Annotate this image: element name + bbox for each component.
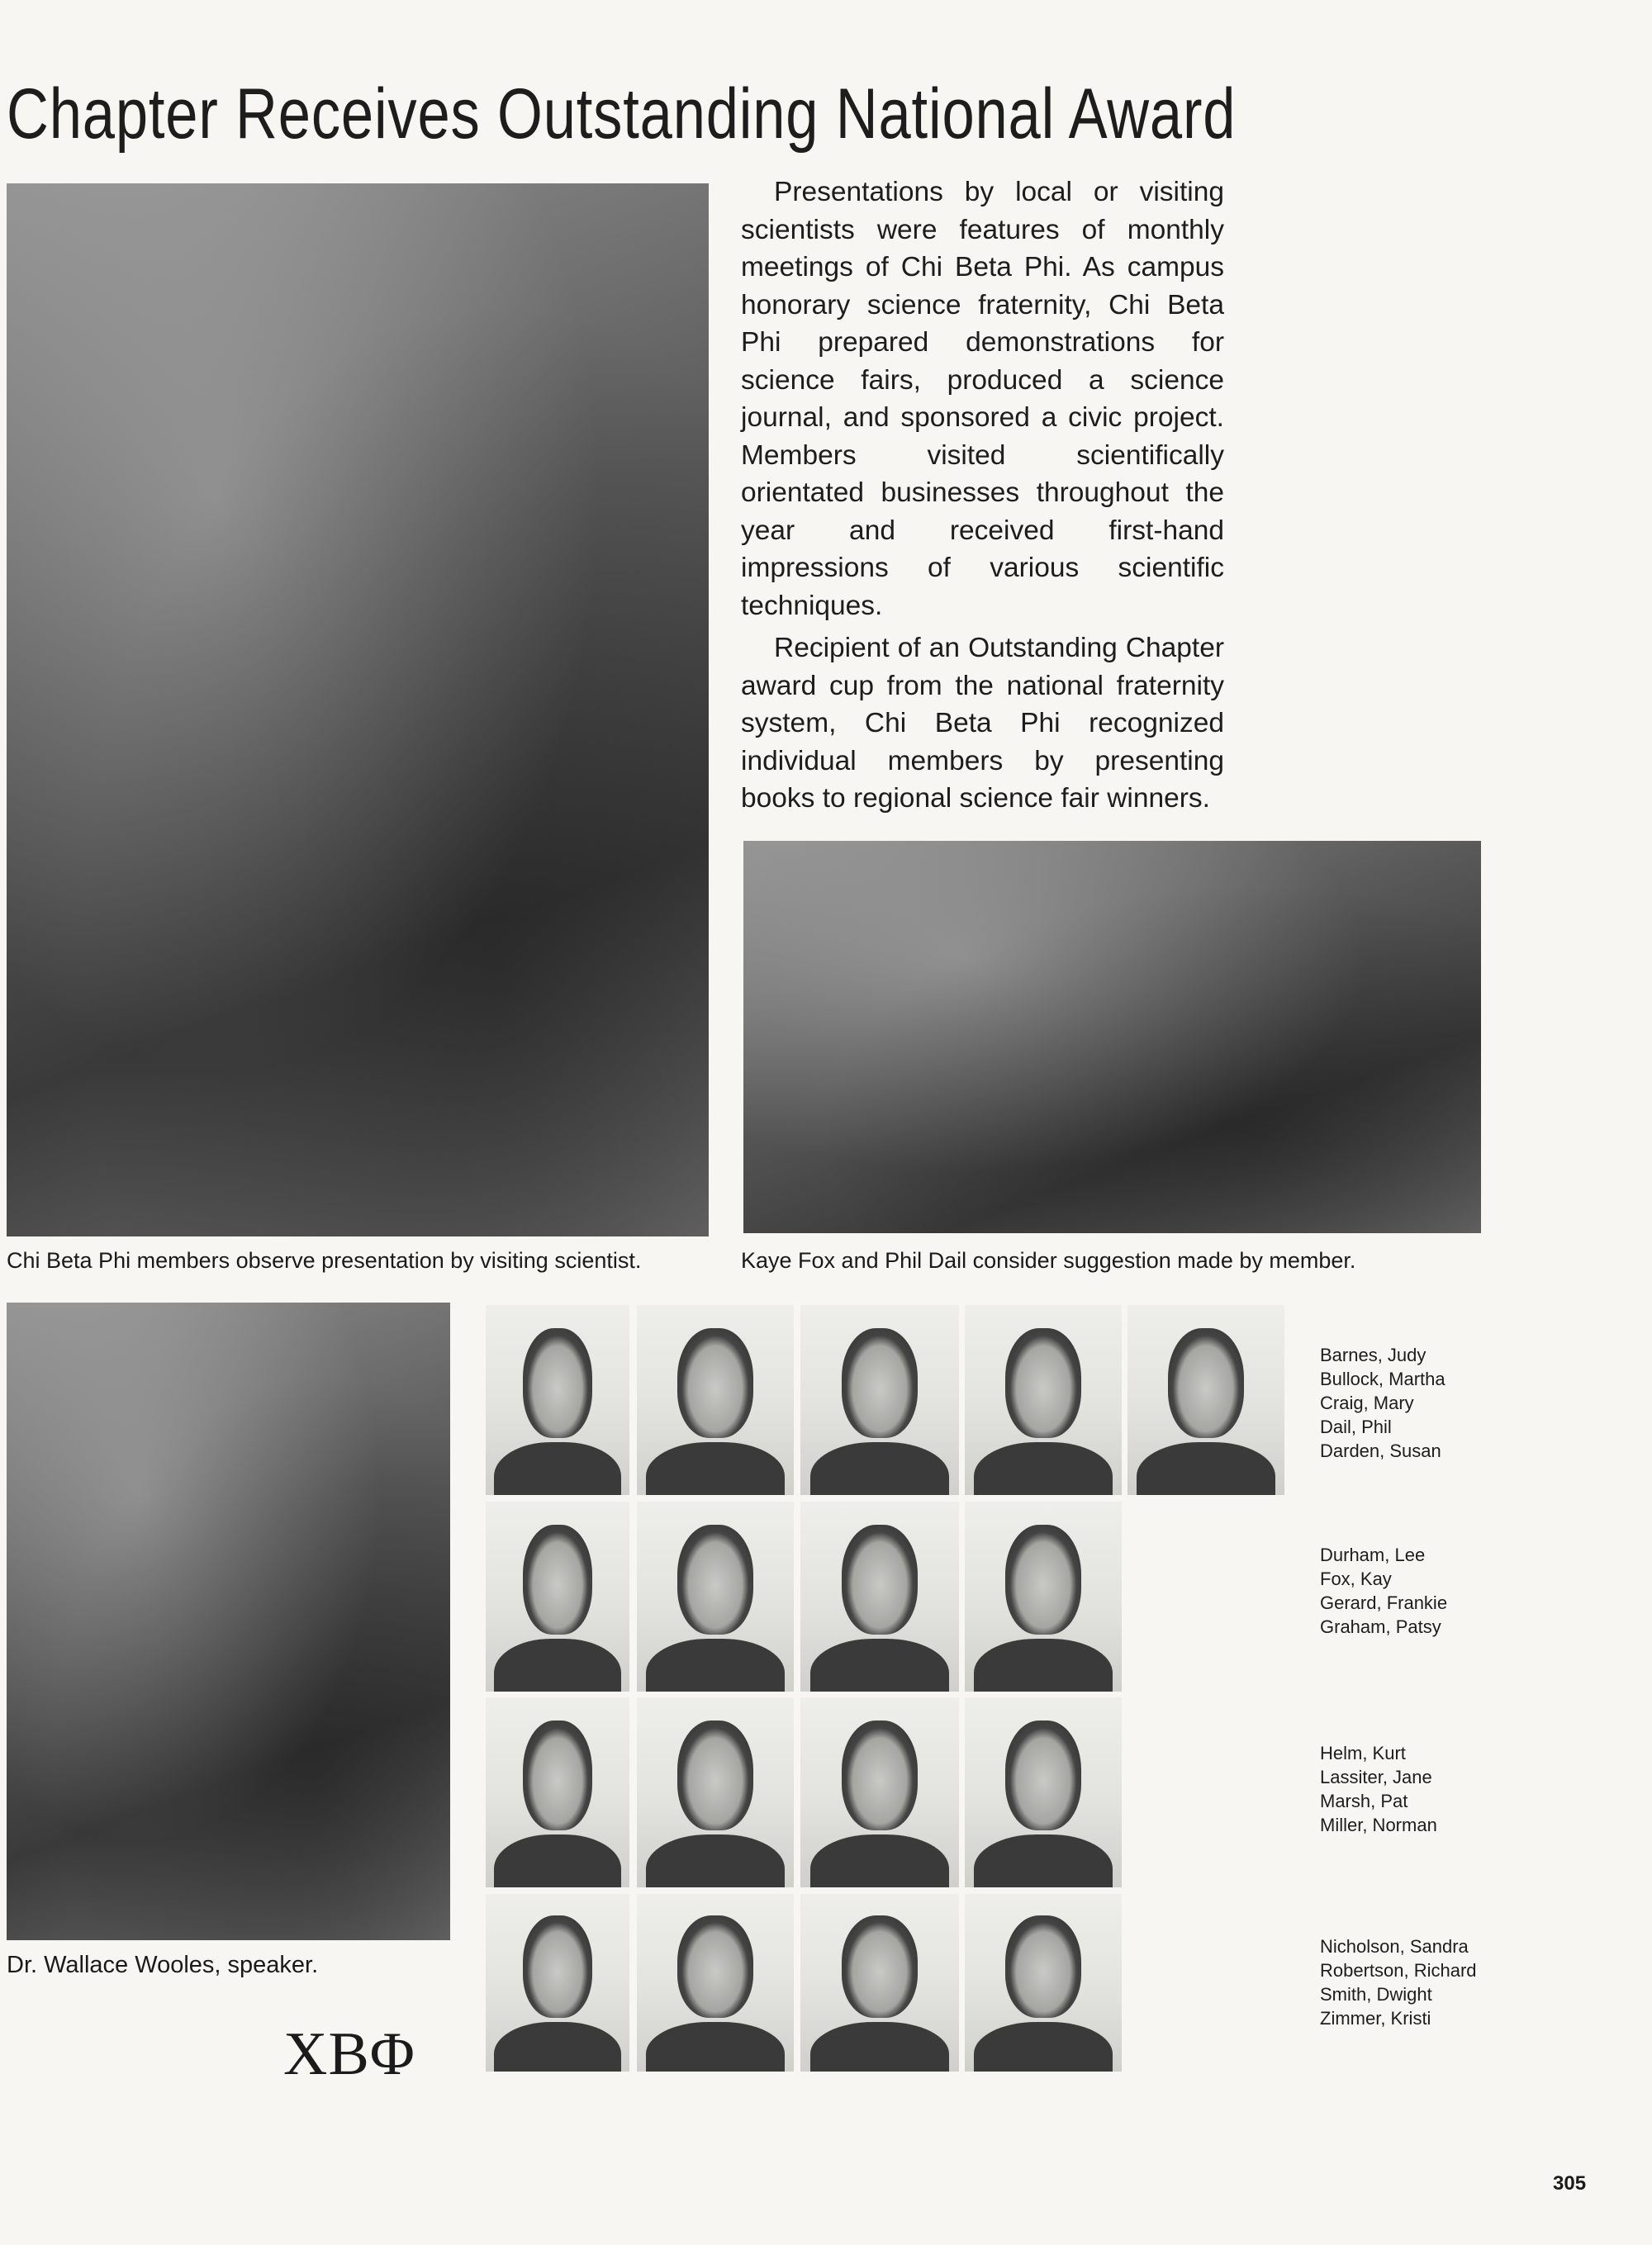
- member-portrait: [800, 1697, 959, 1887]
- member-name: Lassiter, Jane: [1320, 1767, 1432, 1787]
- member-name: Darden, Susan: [1320, 1441, 1441, 1461]
- member-portrait: [486, 1305, 629, 1495]
- member-name: Smith, Dwight: [1320, 1984, 1432, 2005]
- member-name: Craig, Mary: [1320, 1393, 1414, 1413]
- member-name: Miller, Norman: [1320, 1815, 1437, 1835]
- second-photo-caption: Kaye Fox and Phil Dail consider suggestion made by member.: [741, 1248, 1356, 1273]
- member-portrait: [965, 1697, 1122, 1887]
- member-portrait: [800, 1305, 959, 1495]
- member-portrait: [637, 1697, 794, 1887]
- speaker-photo-caption: Dr. Wallace Wooles, speaker.: [7, 1952, 319, 1978]
- member-name: Gerard, Frankie: [1320, 1592, 1448, 1613]
- member-name: Robertson, Richard: [1320, 1960, 1477, 1981]
- member-name: Fox, Kay: [1320, 1569, 1392, 1589]
- member-portrait: [486, 1502, 629, 1692]
- article-paragraph: Recipient of an Outstanding Chapter award cup from the national fraternity system, Chi Beta Phi recognized individual members by presenting books to regional science fair winners.: [741, 633, 1224, 814]
- chi-beta-phi-letters: ΧΒΦ: [283, 2020, 415, 2088]
- member-portrait: [486, 1697, 629, 1887]
- member-portrait: [637, 1894, 794, 2072]
- member-portrait: [800, 1894, 959, 2072]
- kaye-fox-phil-dail-photo: [743, 841, 1481, 1233]
- member-name: Dail, Phil: [1320, 1417, 1392, 1437]
- name-list-row-4: [1320, 1934, 1477, 2030]
- name-list-row-1: [1320, 1343, 1446, 1463]
- member-name: Bullock, Martha: [1320, 1369, 1446, 1389]
- page-title: Chapter Receives Outstanding National Award: [7, 74, 1237, 154]
- member-name: Marsh, Pat: [1320, 1791, 1408, 1811]
- member-portrait: [486, 1894, 629, 2072]
- member-name: Nicholson, Sandra: [1320, 1936, 1469, 1957]
- member-portrait: [1127, 1305, 1284, 1495]
- member-name: Helm, Kurt: [1320, 1743, 1406, 1763]
- member-portrait: [637, 1305, 794, 1495]
- member-name: Graham, Patsy: [1320, 1616, 1441, 1637]
- member-name: Barnes, Judy: [1320, 1345, 1427, 1365]
- members-observe-presentation-photo: [7, 183, 709, 1236]
- member-portrait: [965, 1894, 1122, 2072]
- main-photo-caption: Chi Beta Phi members observe presentation by visiting scientist.: [7, 1248, 642, 1273]
- member-name: Durham, Lee: [1320, 1545, 1426, 1565]
- member-name: Zimmer, Kristi: [1320, 2008, 1431, 2029]
- name-list-row-3: [1320, 1741, 1437, 1837]
- member-portrait: [637, 1502, 794, 1692]
- member-portrait: [965, 1502, 1122, 1692]
- member-portrait: [965, 1305, 1122, 1495]
- speaker-photo: [7, 1303, 450, 1940]
- member-portrait: [800, 1502, 959, 1692]
- page-number: 305: [1553, 2172, 1587, 2195]
- name-list-row-2: [1320, 1543, 1447, 1639]
- article-body: [741, 173, 1224, 823]
- article-paragraph: Presentations by local or visiting scientists were features of monthly meetings of Chi Beta Phi. As campus honorary science fraternity, Chi Beta Phi prepared demonstrations for science fairs, produced a science journal, and sponsored a civic project. Members visited scientifically orientated businesses throughout the year and received first-hand impressions of various scientific techniques.: [741, 177, 1224, 621]
